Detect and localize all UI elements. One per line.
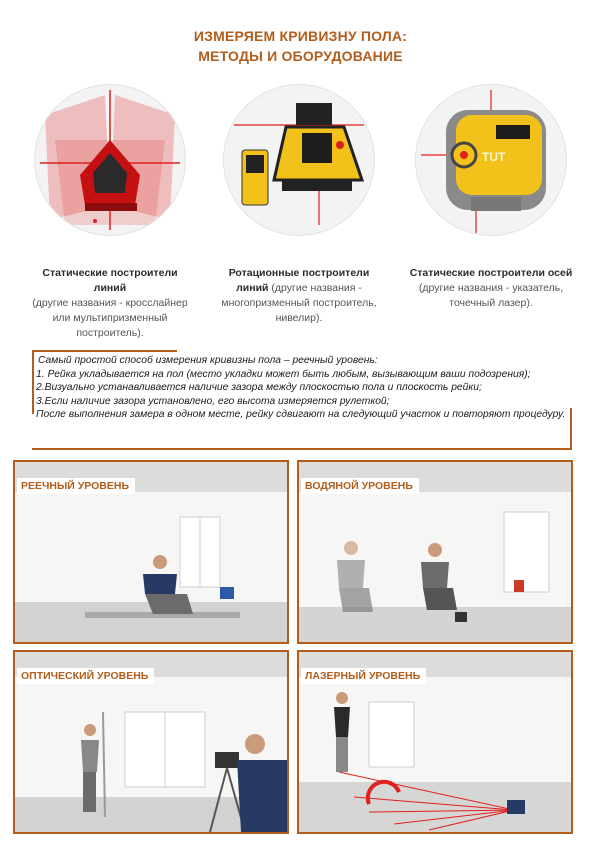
note-border-top: [32, 350, 177, 352]
method-label-water: ВОДЯНОЙ УРОВЕНЬ: [301, 478, 419, 494]
tool-static-axis-builder: [406, 84, 576, 311]
method-label-laser: ЛАЗЕРНЫЙ УРОВЕНЬ: [301, 668, 426, 684]
tool-static-line-builder: [25, 84, 195, 341]
method-rail-level: [13, 460, 289, 644]
title-line-1: ИЗМЕРЯЕМ КРИВИЗНУ ПОЛА:: [193, 28, 408, 44]
method-label-rail: РЕЕЧНЫЙ УРОВЕНЬ: [17, 478, 135, 494]
method-laser-level: [297, 650, 573, 834]
title-line-2: МЕТОДЫ И ОБОРУДОВАНИЕ: [198, 48, 403, 64]
note-line-2: 1. Рейка укладывается на пол (место укладки может быть любым, вызывающим ваши подозрения);: [36, 368, 531, 380]
tool-3-caption: [406, 266, 576, 311]
tool-3-desc: (другие названия - указатель, точечный лазер).: [418, 282, 564, 309]
crossline-laser-image: [34, 84, 186, 236]
tool-3-name: Статические построители осей: [409, 267, 573, 279]
watermark-text: TUT: [482, 150, 506, 164]
tool-2-name-part2: линий: [236, 282, 269, 294]
note-border-left: [32, 350, 34, 414]
note-border-bottom: [32, 448, 572, 450]
note-line-4: 3.Если наличие зазора установлено, его высота измеряется рулеткой;: [36, 395, 390, 407]
point-laser-image: [415, 84, 567, 236]
method-label-optical: ОПТИЧЕСКИЙ УРОВЕНЬ: [17, 668, 154, 684]
note-line-3: 2.Визуально устанавливается наличие зазора между плоскостью пола и плоскость рейки;: [36, 382, 482, 394]
tool-1-name: Статические построители линий: [42, 267, 178, 294]
tool-2-name-part1: Ротационные построители: [228, 267, 370, 279]
note-line-1: Самый простой способ измерения кривизны пола – реечный уровень:: [38, 355, 378, 366]
tool-2-caption: [214, 266, 384, 326]
tool-1-caption: [25, 266, 195, 341]
note-line-5: После выполнения замера в одном месте, рейку сдвигают на следующий участок и повторяют процедуру.: [36, 409, 566, 421]
instruction-note: [32, 350, 572, 450]
rotary-laser-image: [223, 84, 375, 236]
tool-2-desc: (другие названия - многопризменный построитель, нивелир).: [221, 282, 377, 324]
method-optical-level: [13, 650, 289, 834]
page-title: [0, 26, 601, 66]
method-water-level: [297, 460, 573, 644]
note-text: [36, 354, 566, 422]
tool-rotary-line-builder: [214, 84, 384, 326]
tool-1-desc: (другие названия - кросслайнер или мультипризменный построитель).: [32, 297, 188, 339]
note-border-right: [570, 408, 572, 450]
